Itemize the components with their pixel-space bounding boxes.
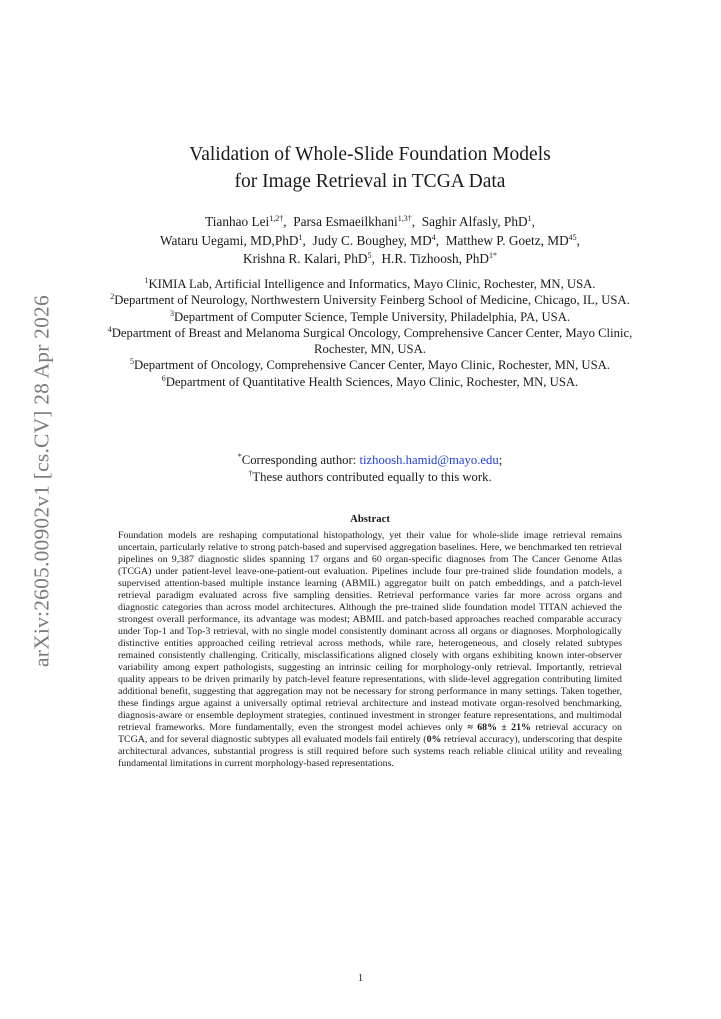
affiliation: [100, 357, 640, 373]
author-sup: 1: [298, 232, 303, 242]
author-line-2: Wataru Uegami, MD,PhD$^1$, Judy C. Boughey, $MD^4$, Matthew P. Goetz, MD$^{45}$,: [160, 232, 580, 248]
affiliation: [100, 374, 640, 390]
author-line-3: Krishna R. Kalari, PhD$^5$, H.R. Tizhoosh, PhD$^{1*}$: [243, 251, 497, 266]
affiliation-text: Department of Neurology, Northwestern University Feinberg School of Medicine, Chicago, IL, USA.: [114, 293, 630, 308]
corresponding-label: Corresponding author:: [241, 453, 360, 467]
author-name: Tianhao Lei: [205, 214, 270, 229]
abstract-text-1: Foundation models are reshaping computational histopathology, yet their value for whole-slide image retrieval remains uncertain, particularly relative to strong patch-based and supervised aggregation baselines. Here, we benchmarked ten retrieval pipelines on 9,387 diagnostic slides spanning 17 organs and 60 organ-specific diagnoses from The Cancer Genome Atlas (TCGA) under patient-level leave-one-patient-out evaluation. Pipelines include four pre-trained slide foundation models, a supervised attention-based multiple instance learning (ABMIL) aggregator built on patch embeddings, and a patch-level retrieval paradigm evaluated across five sampling densities. Retrieval performance varies far more across organs and diagnostic categories than across model architectures. Although the pre-trained slide foundation model TITAN achieved the strongest overall performance, its advantage was modest; ABMIL and patch-based approaches reached comparable accuracy under Top-1 and Top-3 retrieval, with no single model consistently dominant across all organs or diagnoses. Morphologically distinctive entities approached ceiling retrieval across methods, while rare, heterogeneous, and closely related subtypes remained consistently challenging. Critically, misclassifications aligned closely with organs exhibiting known inter-observer variability among expert pathologists, suggesting an intrinsic ceiling for morphology-only retrieval. Importantly, retrieval quality appears to be driven primarily by patch-level feature representations, with slide-level aggregation contributing limited additional benefit, suggesting that aggregation may not be necessary for strong performance in many settings. Taken together, these findings argue against a universally optimal retrieval architecture and instead motivate organ-resolved benchmarking, diagnosis-aware or ensemble deployment strategies, continued investment in stronger feature representations, and multimodal retrieval frameworks. More fundamentally, even the strongest model achieves only: [118, 530, 622, 733]
abstract-text-2: retrieval accuracy on TCGA, and for several diagnostic subtypes all evaluated models fail entirely (: [118, 722, 622, 745]
author-name: Wataru Uegami, MD,PhD: [160, 232, 299, 248]
author-sup: 1,3†: [397, 214, 412, 223]
affiliation-text: Department of Computer Science, Temple University, Philadelphia, PA, USA.: [173, 309, 571, 324]
abstract-heading: Abstract: [350, 513, 390, 525]
corresponding-punct: ;: [498, 453, 503, 467]
author-sup: 1,2†: [269, 214, 284, 223]
author-sup: 45: [568, 232, 577, 242]
author-sup: 1: [527, 214, 532, 223]
affiliation: [100, 325, 640, 358]
affiliation: [100, 309, 640, 325]
affiliation: [100, 276, 640, 292]
title-line-2: for Image Retrieval in TCGA Data: [234, 171, 506, 192]
author-name: Matthew P. Goetz, MD: [445, 232, 569, 248]
arxiv-stamp: [22, 296, 62, 666]
abstract-text-3: retrieval accuracy), underscoring that despite architectural advances, substantial progress is still required before such systems reach reliable clinical utility and revealing fundamental limitations in current morphology-based representations.: [118, 734, 622, 769]
equal-contribution-mark: †: [248, 468, 253, 478]
affiliation-text: KIMIA Lab, Artificial Intelligence and Informatics, Mayo Clinic, Rochester, MN, USA.: [148, 277, 596, 291]
author-name: Saghir Alfasly, PhD: [421, 214, 528, 229]
abstract-bold-zero: 0%: [426, 734, 442, 745]
author-name: Judy C. Boughey, MD: [312, 232, 432, 248]
corresponding-author-line: [100, 452, 640, 469]
affiliation-sup: 3: [169, 308, 174, 318]
page-number: 1: [357, 973, 364, 984]
equal-contribution-text: These authors contributed equally to this work.: [252, 469, 492, 484]
equal-contribution-line: [100, 469, 640, 486]
paper-title: [100, 141, 640, 195]
affiliation-text: Department of Breast and Melanoma Surgical Oncology, Comprehensive Cancer Center, Mayo Clinic, Rochester, MN, USA.: [111, 325, 633, 357]
author-name: Parsa Esmaeilkhani: [293, 214, 398, 229]
arxiv-stamp-text: arXiv:2605.00902v1 [cs.CV] 28 Apr 2026: [29, 295, 54, 667]
affiliation-text: Department of Quantitative Health Sciences, Mayo Clinic, Rochester, MN, USA.: [165, 374, 579, 389]
author-name: Krishna R. Kalari, PhD: [243, 251, 368, 266]
corresponding-email-link[interactable]: tizhoosh.hamid@mayo.edu: [359, 453, 499, 467]
author-name: H.R. Tizhoosh, PhD: [381, 251, 489, 266]
affiliation-sup: 4: [107, 324, 112, 334]
affiliation-text: Department of Oncology, Comprehensive Cancer Center, Mayo Clinic, Rochester, MN, USA.: [134, 358, 610, 373]
author-sup: 4: [431, 232, 436, 242]
abstract-body: [118, 530, 622, 770]
affiliation: [100, 292, 640, 308]
affiliation-sup: 2: [110, 292, 115, 302]
affiliation-list: [100, 276, 640, 390]
affiliation-sup: 6: [161, 373, 166, 383]
author-line-1: Tianhao Lei$^{1,2\dagger}$, Parsa Esmaeilkhani$^{1,3\dagger}$, Saghir Alfasly, PhD$^1$,: [205, 214, 535, 229]
author-sup: 5: [367, 251, 372, 260]
author-sup: 1*: [488, 251, 497, 260]
correspondence-block: [100, 452, 640, 485]
abstract-bold-accuracy: ≈ 68% ± 21%: [467, 722, 531, 733]
affiliation-sup: 5: [130, 357, 135, 367]
author-list: [90, 213, 650, 269]
affiliation-sup: 1: [144, 276, 149, 285]
title-line-1: Validation of Whole-Slide Foundation Models: [189, 144, 551, 165]
corresponding-mark: *: [237, 452, 242, 461]
